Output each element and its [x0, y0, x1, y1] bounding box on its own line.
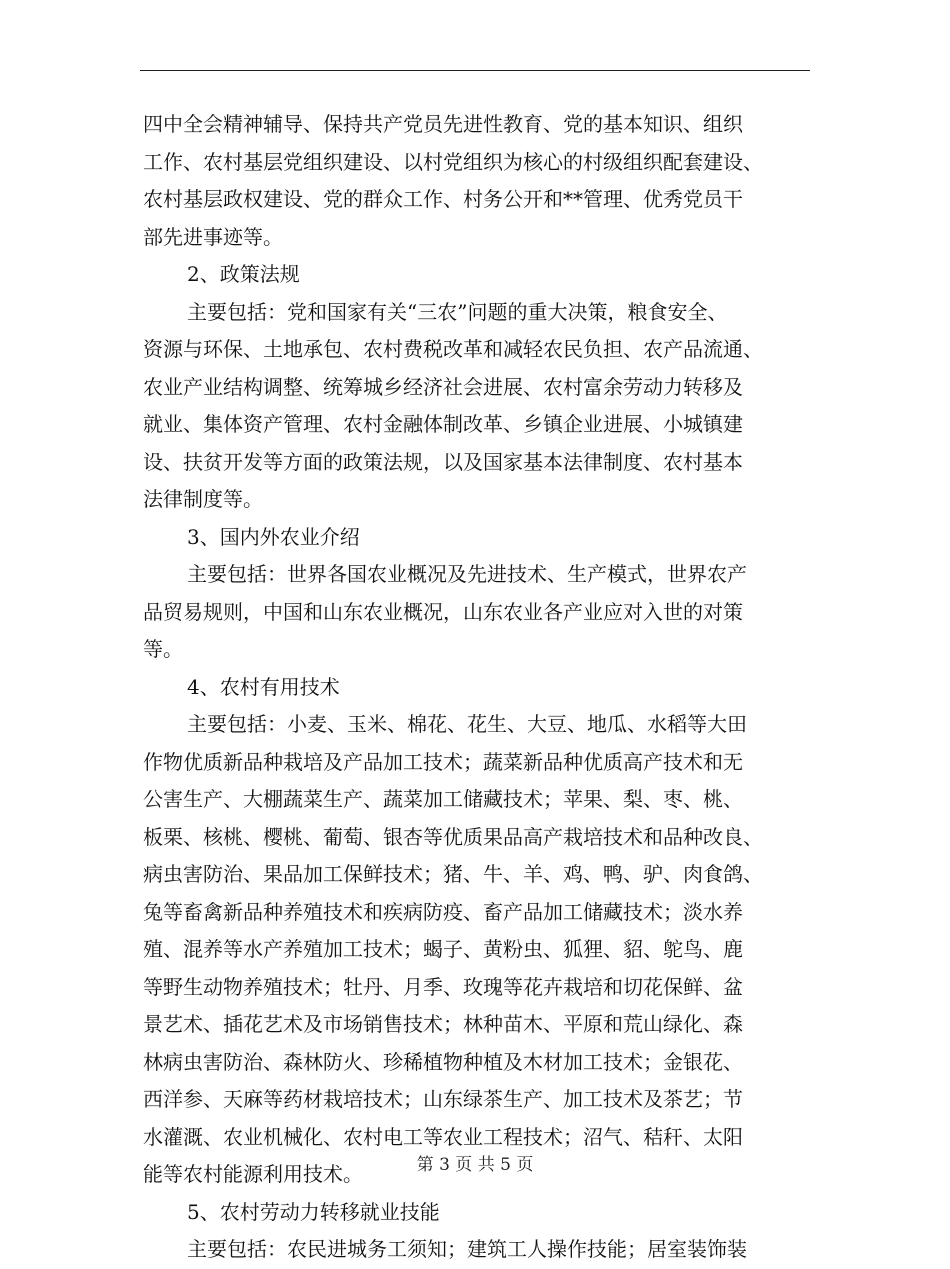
- text-line: 主要包括：党和国家有关“三农”问题的重大决策，粮食安全、: [187, 299, 728, 324]
- text-line: 设、扶贫开发等方面的政策法规，以及国家基本法律制度、农村基本: [143, 449, 743, 474]
- header-rule: [140, 70, 810, 71]
- text-line: 兔等畜禽新品种养殖技术和疾病防疫、畜产品加工储藏技术；淡水养: [143, 899, 743, 924]
- text-line: 主要包括：农民进城务工须知；建筑工人操作技能；居室装饰装: [187, 1237, 747, 1261]
- text-line: 景艺术、插花艺术及市场销售技术；林种苗木、平原和荒山绿化、森: [143, 1012, 743, 1036]
- document-body: [143, 106, 803, 1269]
- text-line: 农村基层政权建设、党的群众工作、村务公开和**管理、优秀党员干: [143, 187, 743, 211]
- text-line: 资源与环保、土地承包、农村费税改革和减轻农民负担、农产品流通、: [143, 337, 763, 361]
- text-line: 板栗、核桃、樱桃、葡萄、银杏等优质果品高产栽培技术和品种改良、: [143, 824, 763, 849]
- text-line: 等野生动物养殖技术；牡丹、月季、玫瑰等花卉栽培和切花保鲜、盆: [143, 974, 743, 999]
- text-line: 作物优质新品种栽培及产品加工技术；蔬菜新品种优质高产技术和无: [143, 749, 743, 774]
- text-line: 林病虫害防治、森林防火、珍稀植物种植及木材加工技术；金银花、: [143, 1049, 743, 1074]
- text-line: 工作、农村基层党组织建设、以村党组织为核心的村级组织配套建设、: [143, 149, 763, 174]
- text-line: 主要包括：世界各国农业概况及先进技术、生产模式，世界农产: [187, 562, 747, 586]
- text-line: 4、农村有用技术: [187, 674, 340, 699]
- text-line: 法律制度等。: [143, 487, 263, 511]
- text-line: 殖、混养等水产养殖加工技术；蝎子、黄粉虫、狐狸、貂、鸵鸟、鹿: [143, 937, 743, 961]
- text-line: 四中全会精神辅导、保持共产党员先进性教育、党的基本知识、组织: [143, 112, 743, 136]
- text-line: 主要包括：小麦、玉米、棉花、花生、大豆、地瓜、水稻等大田: [187, 712, 747, 736]
- page-number: 第 3 页 共 5 页: [416, 1155, 534, 1175]
- text-line: 病虫害防治、果品加工保鲜技术；猪、牛、羊、鸡、鸭、驴、肉食鸽、: [143, 862, 763, 886]
- text-line: 等。: [143, 637, 183, 661]
- text-line: 农业产业结构调整、统筹城乡经济社会进展、农村富余劳动力转移及: [143, 374, 743, 399]
- text-line: 西洋参、天麻等药材栽培技术；山东绿茶生产、加工技术及茶艺；节: [143, 1087, 743, 1111]
- text-line: 3、国内外农业介绍: [187, 524, 360, 549]
- text-line: 就业、集体资产管理、农村金融体制改革、乡镇企业进展、小城镇建: [143, 412, 743, 436]
- text-line: 品贸易规则，中国和山东农业概况，山东农业各产业应对入世的对策: [143, 599, 743, 624]
- text-line: 公害生产、大棚蔬菜生产、蔬菜加工储藏技术；苹果、梨、枣、桃、: [143, 787, 743, 811]
- text-line: 水灌溉、农业机械化、农村电工等农业工程技术；沼气、秸秆、太阳: [143, 1124, 743, 1149]
- text-line: 2、政策法规: [187, 262, 300, 286]
- text-line: 部先进事迹等。: [143, 224, 283, 249]
- text-line: 5、农村劳动力转移就业技能: [187, 1199, 440, 1224]
- text-line: 能等农村能源利用技术。: [143, 1162, 363, 1186]
